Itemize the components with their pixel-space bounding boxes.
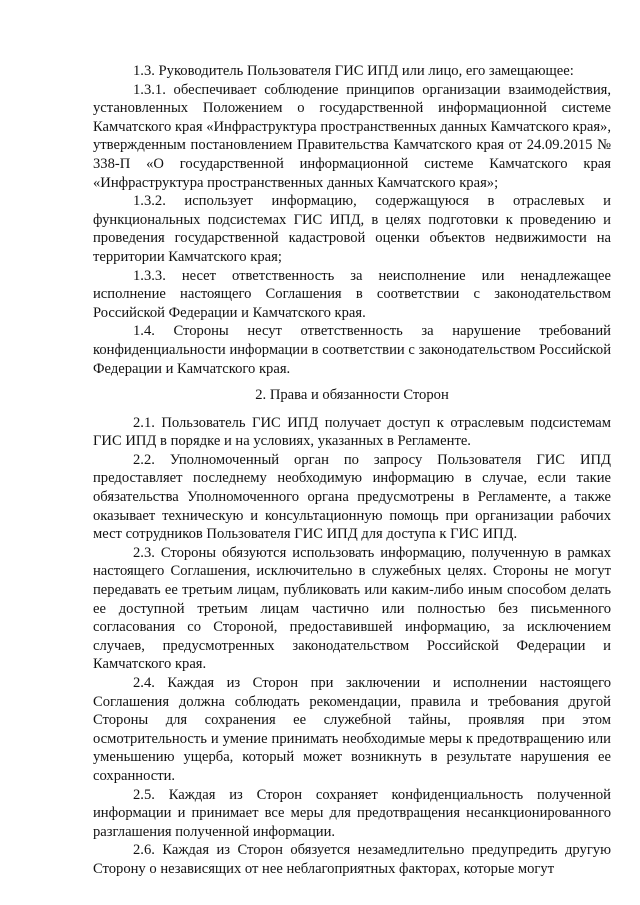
clause-2-3: 2.3. Стороны обязуются использовать информацию, полученную в рамках настоящего Соглашения, исключительно в служебных целях. Стороны не могут передавать ее третьим лицам, публиковать или каким-либо иным способом делать ее доступной третьим лицам частично или полностью без письменного согласования со Стороной, предоставившей информацию, за исключением случаев, предусмотренных законодательством Российской Федерации и Камчатского края. [93, 544, 611, 673]
clause-2-1: 2.1. Пользователь ГИС ИПД получает доступ к отраслевым подсистемам ГИС ИПД в порядке и на условиях, указанных в Регламенте. [93, 414, 611, 450]
clause-1-3-2: 1.3.2. использует информацию, содержащуюся в отраслевых и функциональных подсистемах ГИС ИПД, в целях подготовки к проведению и проведения государственной кадастровой оценки объектов недвижимости на территории Камчатского края; [93, 193, 611, 265]
section-heading: 2. Права и обязанности Сторон [255, 387, 449, 404]
clause-1-3-1: 1.3.1. обеспечивает соблюдение принципов организации взаимодействия, установленных Положением о государственной информационной системе Камчатского края «Инфраструктура пространственных данных Камчатского края», утвержденным постановлением Правительства Камчатского края от 24.09.2015 № 338-П «О государственной информационной системе Камчатского края «Инфраструктура пространственных данных Камчатского края»; [93, 81, 611, 191]
clause-1-4: 1.4. Стороны несут ответственность за нарушение требований конфиденциальности информации в соответствии с законодательством Российской Федерации и Камчатского края. [93, 323, 611, 377]
clause-2-4: 2.4. Каждая из Сторон при заключении и исполнении настоящего Соглашения должна соблюдать рекомендации, правила и требования другой Стороны для сохранения ее служебной тайны, проявляя при этом осмотрительность и умение принимать необходимые меры к предотвращению или уменьшению ущерба, который может возникнуть в результате нарушения ее сохранности. [93, 675, 611, 784]
clause-2-5: 2.5. Каждая из Сторон сохраняет конфиденциальность полученной информации и принимает все меры для предотвращения несанкционированного разглашения полученной информации. [93, 786, 611, 840]
clause-2-2: 2.2. Уполномоченный орган по запросу Пользователя ГИС ИПД предоставляет последнему необходимую информацию в случае, если такие обязательства Уполномоченного органа предусмотрены в Регламенте, а также оказывает техническую и консультационную помощь при организации рабочих мест сотрудников Пользователя ГИС ИПД для доступа к ГИС ИПД. [93, 451, 611, 543]
clause-1-3-3: 1.3.3. несет ответственность за неисполнение или ненадлежащее исполнение настоящего Соглашения в соответствии с законодательством Российской Федерации и Камчатского края. [93, 267, 611, 321]
clause-1-3: 1.3. Руководитель Пользователя ГИС ИПД или лицо, его замещающее: [133, 63, 574, 79]
clause-2-6: 2.6. Каждая из Сторон обязуется незамедлительно предупредить другую Сторону о независящих от нее неблагоприятных факторах, которые могут [93, 842, 611, 877]
